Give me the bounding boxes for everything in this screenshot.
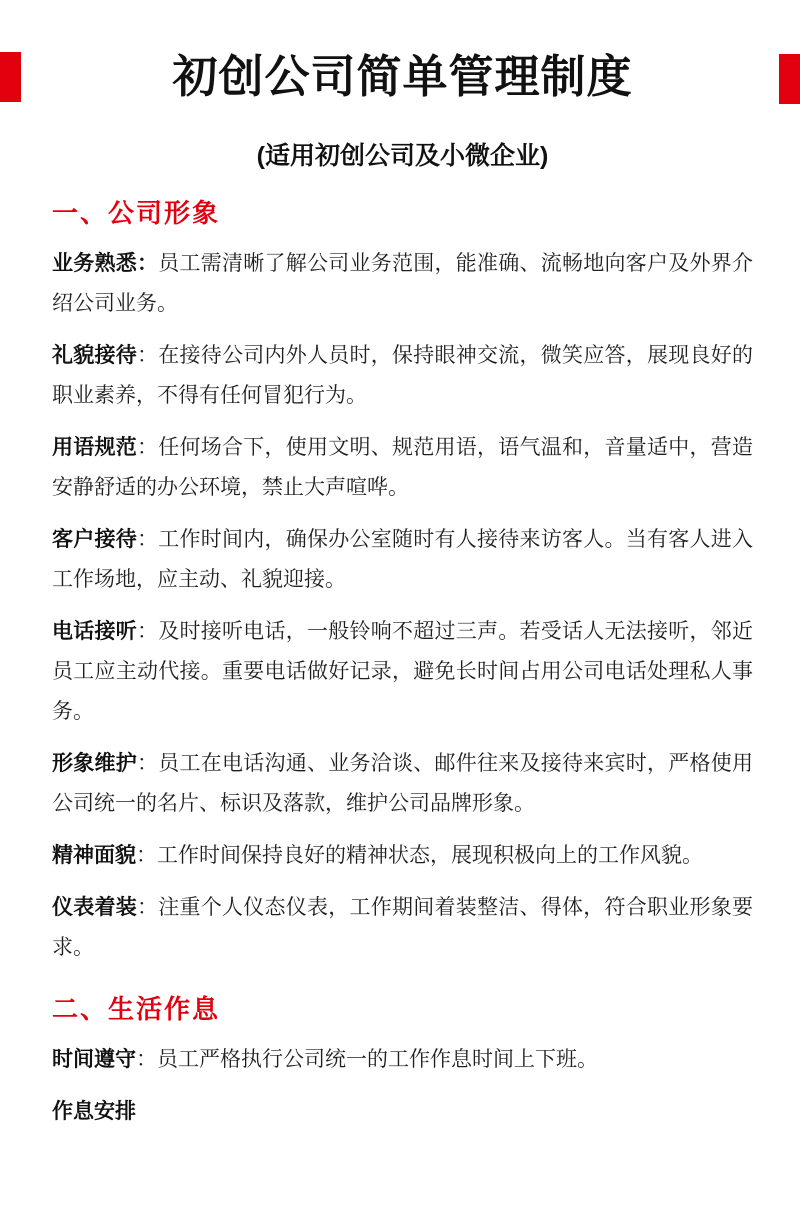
paragraph-label: 电话接听	[52, 620, 137, 643]
paragraph-separator: ：	[136, 844, 157, 867]
paragraph-separator: ：	[137, 528, 159, 551]
paragraph-text: 在接待公司内外人员时，保持眼神交流，微笑应答，展现良好的职业素养，不得有任何冒犯行为。	[52, 344, 753, 407]
paragraph-label: 业务熟悉：	[52, 252, 159, 275]
paragraph-phone-answering	[52, 612, 753, 732]
paragraph-mental-outlook	[52, 836, 753, 876]
paragraph-label: 精神面貌	[52, 844, 136, 867]
paragraph-business-familiarity	[52, 244, 753, 324]
paragraph-label: 作息安排	[52, 1100, 136, 1123]
paragraph-label: 礼貌接待	[52, 344, 137, 367]
paragraph-label: 时间遵守	[52, 1048, 136, 1071]
page-subtitle: (适用初创公司及小微企业)	[256, 142, 549, 170]
page-title: 初创公司简单管理制度	[172, 51, 633, 102]
paragraph-time-compliance	[52, 1040, 753, 1080]
paragraph-schedule-arrangement	[52, 1092, 753, 1132]
paragraph-separator: ：	[137, 620, 159, 643]
paragraph-separator: ：	[137, 896, 159, 919]
section-heading-company-image: 一、公司形象	[52, 198, 221, 228]
paragraph-text: 注重个人仪态仪表，工作期间着装整洁、得体，符合职业形象要求。	[52, 896, 753, 959]
paragraph-text: 员工严格执行公司统一的工作作息时间上下班。	[157, 1048, 598, 1071]
paragraph-label: 仪表着装	[52, 896, 137, 919]
red-corner-block-left	[0, 52, 21, 102]
paragraph-appearance-dress	[52, 888, 753, 968]
paragraph-label: 形象维护	[52, 752, 137, 775]
red-corner-block-right	[779, 54, 800, 104]
paragraph-separator: ：	[136, 1048, 157, 1071]
section-heading-daily-schedule: 二、生活作息	[52, 994, 221, 1024]
paragraph-text: 员工在电话沟通、业务洽谈、邮件往来及接待来宾时，严格使用公司统一的名片、标识及落款，维护公司品牌形象。	[52, 752, 753, 815]
paragraph-text: 及时接听电话，一般铃响不超过三声。若受话人无法接听，邻近员工应主动代接。重要电话做好记录，避免长时间占用公司电话处理私人事务。	[52, 620, 753, 723]
paragraph-language-standards	[52, 428, 753, 508]
paragraph-text: 工作时间内，确保办公室随时有人接待来访客人。当有客人进入工作场地，应主动、礼貌迎接。	[52, 528, 753, 591]
paragraph-image-maintenance	[52, 744, 753, 824]
paragraph-separator: ：	[137, 436, 159, 459]
paragraph-text: 工作时间保持良好的精神状态，展现积极向上的工作风貌。	[157, 844, 703, 867]
paragraph-customer-reception	[52, 520, 753, 600]
paragraph-text: 任何场合下，使用文明、规范用语，语气温和，音量适中，营造安静舒适的办公环境，禁止大声喧哗。	[52, 436, 753, 499]
paragraph-label: 用语规范	[52, 436, 137, 459]
paragraph-separator: ：	[137, 752, 159, 775]
paragraph-label: 客户接待	[52, 528, 137, 551]
paragraph-separator: ：	[137, 344, 159, 367]
paragraph-text: 员工需清晰了解公司业务范围，能准确、流畅地向客户及外界介绍公司业务。	[52, 252, 753, 315]
paragraph-polite-reception	[52, 336, 753, 416]
